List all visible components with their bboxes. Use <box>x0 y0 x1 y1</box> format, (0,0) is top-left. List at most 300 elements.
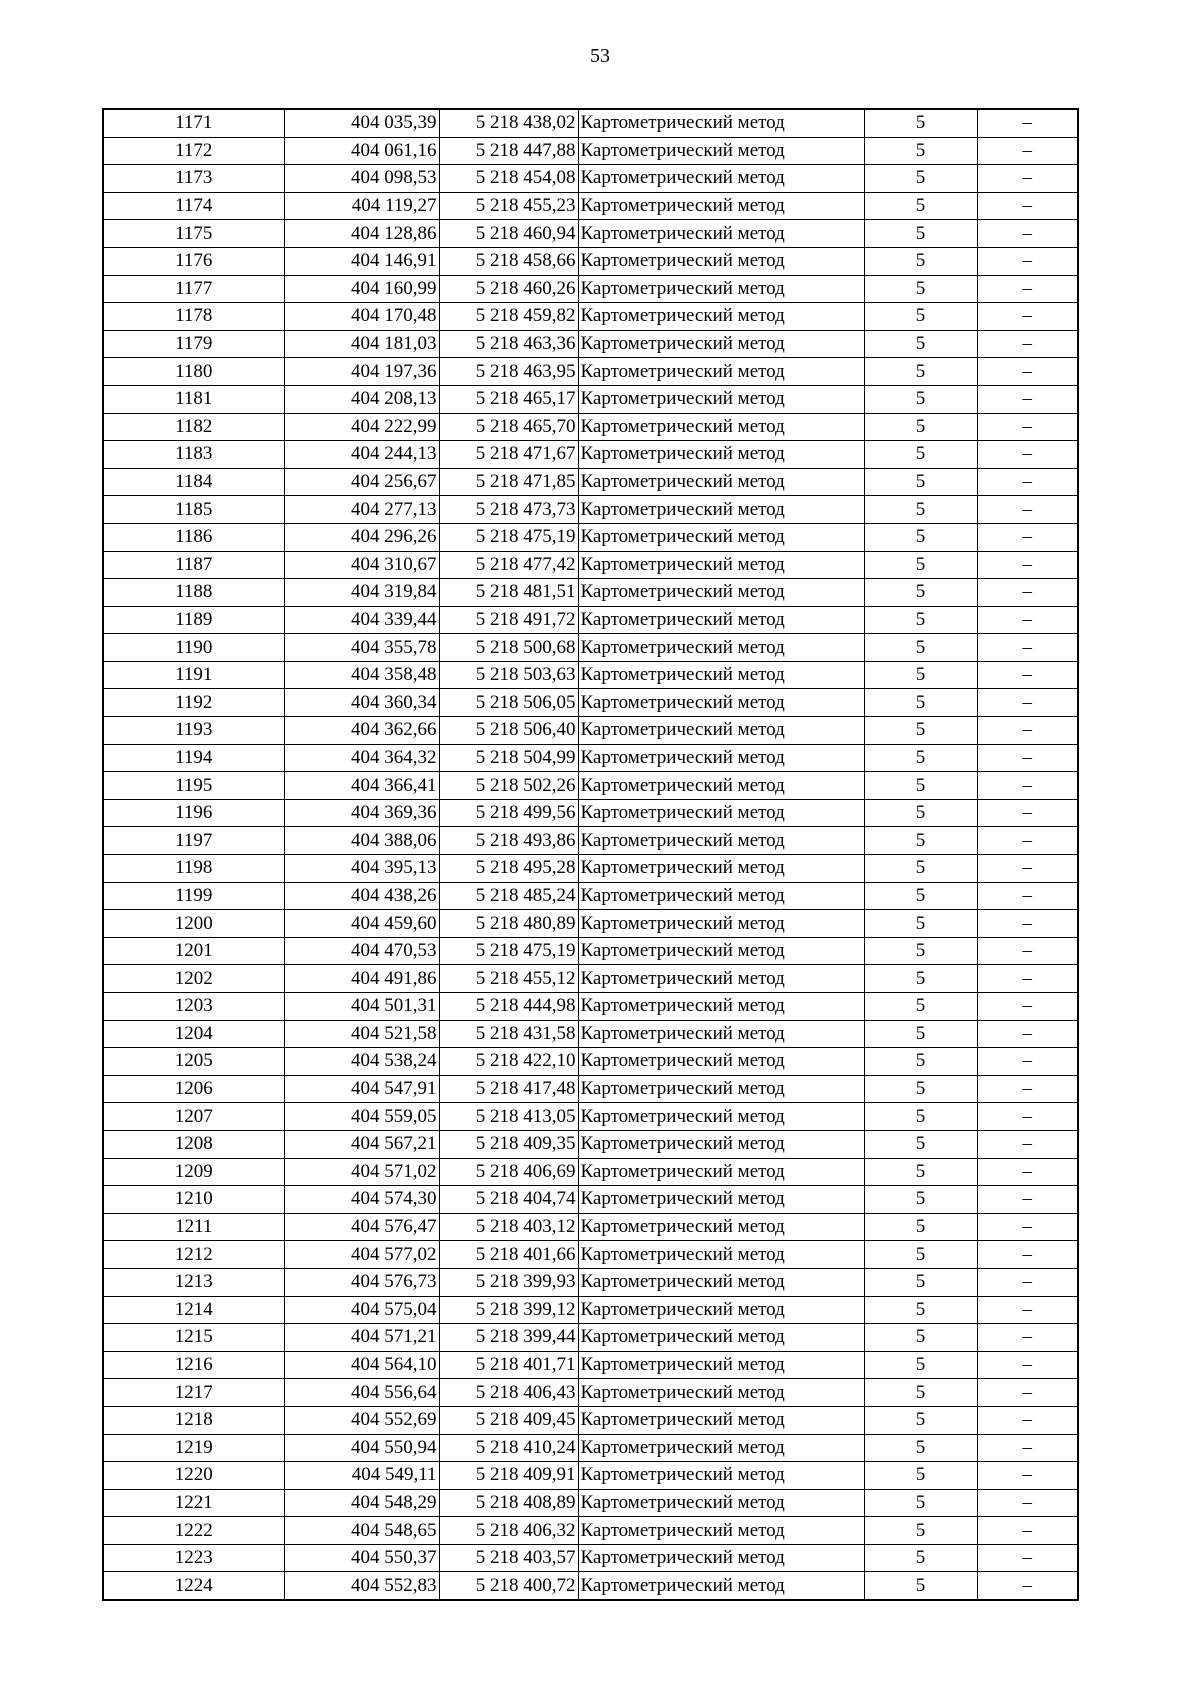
point-number-cell: 1196 <box>103 799 284 827</box>
point-number-cell: 1221 <box>103 1489 284 1517</box>
coordinates-table-body <box>103 109 1078 1600</box>
y-coordinate-cell: 5 218 455,23 <box>439 192 578 220</box>
point-number-cell: 1210 <box>103 1186 284 1214</box>
method-cell: Картометрический метод <box>578 1048 864 1076</box>
precision-cell: 5 <box>864 523 977 551</box>
y-coordinate-cell: 5 218 401,66 <box>439 1241 578 1269</box>
method-cell: Картометрический метод <box>578 717 864 745</box>
table-row <box>103 937 1078 965</box>
description-cell: – <box>977 468 1078 496</box>
precision-cell: 5 <box>864 1489 977 1517</box>
x-coordinate-cell: 404 550,37 <box>284 1544 439 1572</box>
method-cell: Картометрический метод <box>578 772 864 800</box>
x-coordinate-cell: 404 208,13 <box>284 385 439 413</box>
point-number-cell: 1212 <box>103 1241 284 1269</box>
precision-cell: 5 <box>864 634 977 662</box>
y-coordinate-cell: 5 218 406,69 <box>439 1158 578 1186</box>
table-row <box>103 1489 1078 1517</box>
x-coordinate-cell: 404 355,78 <box>284 634 439 662</box>
x-coordinate-cell: 404 170,48 <box>284 303 439 331</box>
x-coordinate-cell: 404 160,99 <box>284 275 439 303</box>
method-cell: Картометрический метод <box>578 579 864 607</box>
y-coordinate-cell: 5 218 413,05 <box>439 1103 578 1131</box>
point-number-cell: 1194 <box>103 744 284 772</box>
x-coordinate-cell: 404 577,02 <box>284 1241 439 1269</box>
point-number-cell: 1195 <box>103 772 284 800</box>
description-cell: – <box>977 1103 1078 1131</box>
table-row <box>103 303 1078 331</box>
y-coordinate-cell: 5 218 506,05 <box>439 689 578 717</box>
description-cell: – <box>977 744 1078 772</box>
table-row <box>103 965 1078 993</box>
precision-cell: 5 <box>864 551 977 579</box>
point-number-cell: 1215 <box>103 1324 284 1352</box>
precision-cell: 5 <box>864 1268 977 1296</box>
point-number-cell: 1197 <box>103 827 284 855</box>
y-coordinate-cell: 5 218 465,70 <box>439 413 578 441</box>
y-coordinate-cell: 5 218 447,88 <box>439 137 578 165</box>
point-number-cell: 1216 <box>103 1351 284 1379</box>
precision-cell: 5 <box>864 192 977 220</box>
table-row <box>103 689 1078 717</box>
y-coordinate-cell: 5 218 410,24 <box>439 1434 578 1462</box>
x-coordinate-cell: 404 549,11 <box>284 1462 439 1490</box>
x-coordinate-cell: 404 181,03 <box>284 330 439 358</box>
description-cell: – <box>977 523 1078 551</box>
point-number-cell: 1201 <box>103 937 284 965</box>
x-coordinate-cell: 404 256,67 <box>284 468 439 496</box>
method-cell: Картометрический метод <box>578 1324 864 1352</box>
point-number-cell: 1202 <box>103 965 284 993</box>
precision-cell: 5 <box>864 1517 977 1545</box>
table-row <box>103 1186 1078 1214</box>
description-cell: – <box>977 275 1078 303</box>
description-cell: – <box>977 1213 1078 1241</box>
y-coordinate-cell: 5 218 409,91 <box>439 1462 578 1490</box>
point-number-cell: 1185 <box>103 496 284 524</box>
precision-cell: 5 <box>864 882 977 910</box>
point-number-cell: 1207 <box>103 1103 284 1131</box>
point-number-cell: 1213 <box>103 1268 284 1296</box>
precision-cell: 5 <box>864 1296 977 1324</box>
precision-cell: 5 <box>864 220 977 248</box>
point-number-cell: 1180 <box>103 358 284 386</box>
table-row <box>103 1379 1078 1407</box>
precision-cell: 5 <box>864 330 977 358</box>
precision-cell: 5 <box>864 744 977 772</box>
x-coordinate-cell: 404 438,26 <box>284 882 439 910</box>
description-cell: – <box>977 965 1078 993</box>
table-row <box>103 1517 1078 1545</box>
description-cell: – <box>977 1048 1078 1076</box>
x-coordinate-cell: 404 388,06 <box>284 827 439 855</box>
table-row <box>103 1462 1078 1490</box>
method-cell: Картометрический метод <box>578 109 864 137</box>
point-number-cell: 1199 <box>103 882 284 910</box>
x-coordinate-cell: 404 576,73 <box>284 1268 439 1296</box>
precision-cell: 5 <box>864 496 977 524</box>
table-row <box>103 799 1078 827</box>
x-coordinate-cell: 404 538,24 <box>284 1048 439 1076</box>
y-coordinate-cell: 5 218 481,51 <box>439 579 578 607</box>
point-number-cell: 1214 <box>103 1296 284 1324</box>
table-row <box>103 441 1078 469</box>
table-row <box>103 385 1078 413</box>
y-coordinate-cell: 5 218 502,26 <box>439 772 578 800</box>
description-cell: – <box>977 1489 1078 1517</box>
description-cell: – <box>977 1406 1078 1434</box>
precision-cell: 5 <box>864 579 977 607</box>
description-cell: – <box>977 606 1078 634</box>
method-cell: Картометрический метод <box>578 1517 864 1545</box>
x-coordinate-cell: 404 548,65 <box>284 1517 439 1545</box>
y-coordinate-cell: 5 218 471,67 <box>439 441 578 469</box>
method-cell: Картометрический метод <box>578 330 864 358</box>
precision-cell: 5 <box>864 1158 977 1186</box>
y-coordinate-cell: 5 218 460,26 <box>439 275 578 303</box>
description-cell: – <box>977 634 1078 662</box>
x-coordinate-cell: 404 574,30 <box>284 1186 439 1214</box>
table-row <box>103 109 1078 137</box>
y-coordinate-cell: 5 218 438,02 <box>439 109 578 137</box>
page-number: 53 <box>590 45 610 67</box>
x-coordinate-cell: 404 061,16 <box>284 137 439 165</box>
point-number-cell: 1211 <box>103 1213 284 1241</box>
y-coordinate-cell: 5 218 409,45 <box>439 1406 578 1434</box>
y-coordinate-cell: 5 218 485,24 <box>439 882 578 910</box>
method-cell: Картометрический метод <box>578 275 864 303</box>
table-row <box>103 358 1078 386</box>
description-cell: – <box>977 496 1078 524</box>
precision-cell: 5 <box>864 1351 977 1379</box>
coordinates-table <box>102 108 1079 1601</box>
method-cell: Картометрический метод <box>578 606 864 634</box>
description-cell: – <box>977 303 1078 331</box>
description-cell: – <box>977 1462 1078 1490</box>
y-coordinate-cell: 5 218 471,85 <box>439 468 578 496</box>
table-row <box>103 634 1078 662</box>
x-coordinate-cell: 404 571,02 <box>284 1158 439 1186</box>
y-coordinate-cell: 5 218 459,82 <box>439 303 578 331</box>
method-cell: Картометрический метод <box>578 192 864 220</box>
x-coordinate-cell: 404 244,13 <box>284 441 439 469</box>
x-coordinate-cell: 404 567,21 <box>284 1130 439 1158</box>
y-coordinate-cell: 5 218 444,98 <box>439 993 578 1021</box>
table-row <box>103 137 1078 165</box>
x-coordinate-cell: 404 564,10 <box>284 1351 439 1379</box>
precision-cell: 5 <box>864 385 977 413</box>
table-row <box>103 772 1078 800</box>
method-cell: Картометрический метод <box>578 1462 864 1490</box>
point-number-cell: 1182 <box>103 413 284 441</box>
method-cell: Картометрический метод <box>578 965 864 993</box>
table-row <box>103 192 1078 220</box>
description-cell: – <box>977 551 1078 579</box>
table-row <box>103 1351 1078 1379</box>
point-number-cell: 1188 <box>103 579 284 607</box>
precision-cell: 5 <box>864 1379 977 1407</box>
method-cell: Картометрический метод <box>578 1186 864 1214</box>
point-number-cell: 1181 <box>103 385 284 413</box>
method-cell: Картометрический метод <box>578 303 864 331</box>
table-row <box>103 1048 1078 1076</box>
x-coordinate-cell: 404 222,99 <box>284 413 439 441</box>
point-number-cell: 1187 <box>103 551 284 579</box>
description-cell: – <box>977 937 1078 965</box>
y-coordinate-cell: 5 218 455,12 <box>439 965 578 993</box>
precision-cell: 5 <box>864 1462 977 1490</box>
description-cell: – <box>977 1544 1078 1572</box>
point-number-cell: 1171 <box>103 109 284 137</box>
table-row <box>103 413 1078 441</box>
y-coordinate-cell: 5 218 458,66 <box>439 247 578 275</box>
precision-cell: 5 <box>864 165 977 193</box>
table-row <box>103 1268 1078 1296</box>
point-number-cell: 1198 <box>103 855 284 883</box>
point-number-cell: 1192 <box>103 689 284 717</box>
method-cell: Картометрический метод <box>578 661 864 689</box>
table-row <box>103 1020 1078 1048</box>
description-cell: – <box>977 1158 1078 1186</box>
table-row <box>103 1572 1078 1600</box>
description-cell: – <box>977 661 1078 689</box>
table-row <box>103 882 1078 910</box>
point-number-cell: 1183 <box>103 441 284 469</box>
x-coordinate-cell: 404 098,53 <box>284 165 439 193</box>
point-number-cell: 1219 <box>103 1434 284 1462</box>
x-coordinate-cell: 404 277,13 <box>284 496 439 524</box>
table-row <box>103 275 1078 303</box>
table-row <box>103 744 1078 772</box>
precision-cell: 5 <box>864 137 977 165</box>
point-number-cell: 1175 <box>103 220 284 248</box>
y-coordinate-cell: 5 218 495,28 <box>439 855 578 883</box>
x-coordinate-cell: 404 395,13 <box>284 855 439 883</box>
y-coordinate-cell: 5 218 422,10 <box>439 1048 578 1076</box>
method-cell: Картометрический метод <box>578 1158 864 1186</box>
method-cell: Картометрический метод <box>578 855 864 883</box>
x-coordinate-cell: 404 547,91 <box>284 1075 439 1103</box>
point-number-cell: 1222 <box>103 1517 284 1545</box>
precision-cell: 5 <box>864 1434 977 1462</box>
y-coordinate-cell: 5 218 463,95 <box>439 358 578 386</box>
method-cell: Картометрический метод <box>578 1103 864 1131</box>
precision-cell: 5 <box>864 1544 977 1572</box>
point-number-cell: 1176 <box>103 247 284 275</box>
y-coordinate-cell: 5 218 454,08 <box>439 165 578 193</box>
method-cell: Картометрический метод <box>578 1213 864 1241</box>
method-cell: Картометрический метод <box>578 799 864 827</box>
precision-cell: 5 <box>864 855 977 883</box>
description-cell: – <box>977 1075 1078 1103</box>
point-number-cell: 1179 <box>103 330 284 358</box>
description-cell: – <box>977 1517 1078 1545</box>
precision-cell: 5 <box>864 1020 977 1048</box>
point-number-cell: 1220 <box>103 1462 284 1490</box>
table-row <box>103 1103 1078 1131</box>
table-row <box>103 717 1078 745</box>
y-coordinate-cell: 5 218 473,73 <box>439 496 578 524</box>
point-number-cell: 1209 <box>103 1158 284 1186</box>
y-coordinate-cell: 5 218 417,48 <box>439 1075 578 1103</box>
precision-cell: 5 <box>864 1406 977 1434</box>
precision-cell: 5 <box>864 1324 977 1352</box>
description-cell: – <box>977 137 1078 165</box>
method-cell: Картометрический метод <box>578 910 864 938</box>
y-coordinate-cell: 5 218 465,17 <box>439 385 578 413</box>
point-number-cell: 1206 <box>103 1075 284 1103</box>
x-coordinate-cell: 404 366,41 <box>284 772 439 800</box>
precision-cell: 5 <box>864 799 977 827</box>
y-coordinate-cell: 5 218 406,43 <box>439 1379 578 1407</box>
description-cell: – <box>977 247 1078 275</box>
method-cell: Картометрический метод <box>578 744 864 772</box>
table-row <box>103 993 1078 1021</box>
x-coordinate-cell: 404 470,53 <box>284 937 439 965</box>
precision-cell: 5 <box>864 1048 977 1076</box>
precision-cell: 5 <box>864 1075 977 1103</box>
description-cell: – <box>977 1241 1078 1269</box>
x-coordinate-cell: 404 035,39 <box>284 109 439 137</box>
precision-cell: 5 <box>864 1213 977 1241</box>
description-cell: – <box>977 1186 1078 1214</box>
x-coordinate-cell: 404 358,48 <box>284 661 439 689</box>
x-coordinate-cell: 404 360,34 <box>284 689 439 717</box>
table-row <box>103 496 1078 524</box>
x-coordinate-cell: 404 362,66 <box>284 717 439 745</box>
method-cell: Картометрический метод <box>578 1075 864 1103</box>
table-row <box>103 1296 1078 1324</box>
point-number-cell: 1193 <box>103 717 284 745</box>
y-coordinate-cell: 5 218 477,42 <box>439 551 578 579</box>
description-cell: – <box>977 1379 1078 1407</box>
x-coordinate-cell: 404 369,36 <box>284 799 439 827</box>
y-coordinate-cell: 5 218 409,35 <box>439 1130 578 1158</box>
description-cell: – <box>977 385 1078 413</box>
table-row <box>103 1241 1078 1269</box>
point-number-cell: 1223 <box>103 1544 284 1572</box>
table-row <box>103 220 1078 248</box>
method-cell: Картометрический метод <box>578 523 864 551</box>
y-coordinate-cell: 5 218 399,93 <box>439 1268 578 1296</box>
description-cell: – <box>977 441 1078 469</box>
table-row <box>103 910 1078 938</box>
point-number-cell: 1186 <box>103 523 284 551</box>
description-cell: – <box>977 882 1078 910</box>
precision-cell: 5 <box>864 1103 977 1131</box>
point-number-cell: 1174 <box>103 192 284 220</box>
y-coordinate-cell: 5 218 431,58 <box>439 1020 578 1048</box>
description-cell: – <box>977 220 1078 248</box>
x-coordinate-cell: 404 559,05 <box>284 1103 439 1131</box>
method-cell: Картометрический метод <box>578 1130 864 1158</box>
method-cell: Картометрический метод <box>578 1434 864 1462</box>
description-cell: – <box>977 413 1078 441</box>
method-cell: Картометрический метод <box>578 1241 864 1269</box>
table-row <box>103 827 1078 855</box>
table-row <box>103 1324 1078 1352</box>
y-coordinate-cell: 5 218 399,12 <box>439 1296 578 1324</box>
table-row <box>103 468 1078 496</box>
method-cell: Картометрический метод <box>578 220 864 248</box>
point-number-cell: 1203 <box>103 993 284 1021</box>
description-cell: – <box>977 717 1078 745</box>
point-number-cell: 1218 <box>103 1406 284 1434</box>
method-cell: Картометрический метод <box>578 1379 864 1407</box>
y-coordinate-cell: 5 218 403,12 <box>439 1213 578 1241</box>
x-coordinate-cell: 404 501,31 <box>284 993 439 1021</box>
x-coordinate-cell: 404 459,60 <box>284 910 439 938</box>
y-coordinate-cell: 5 218 491,72 <box>439 606 578 634</box>
y-coordinate-cell: 5 218 401,71 <box>439 1351 578 1379</box>
precision-cell: 5 <box>864 109 977 137</box>
precision-cell: 5 <box>864 247 977 275</box>
x-coordinate-cell: 404 128,86 <box>284 220 439 248</box>
y-coordinate-cell: 5 218 500,68 <box>439 634 578 662</box>
method-cell: Картометрический метод <box>578 1351 864 1379</box>
table-row <box>103 855 1078 883</box>
precision-cell: 5 <box>864 1186 977 1214</box>
method-cell: Картометрический метод <box>578 937 864 965</box>
description-cell: – <box>977 1130 1078 1158</box>
x-coordinate-cell: 404 576,47 <box>284 1213 439 1241</box>
description-cell: – <box>977 772 1078 800</box>
method-cell: Картометрический метод <box>578 551 864 579</box>
point-number-cell: 1217 <box>103 1379 284 1407</box>
y-coordinate-cell: 5 218 475,19 <box>439 523 578 551</box>
method-cell: Картометрический метод <box>578 441 864 469</box>
x-coordinate-cell: 404 521,58 <box>284 1020 439 1048</box>
y-coordinate-cell: 5 218 475,19 <box>439 937 578 965</box>
description-cell: – <box>977 799 1078 827</box>
description-cell: – <box>977 1296 1078 1324</box>
description-cell: – <box>977 1434 1078 1462</box>
description-cell: – <box>977 109 1078 137</box>
precision-cell: 5 <box>864 1572 977 1600</box>
table-row <box>103 661 1078 689</box>
method-cell: Картометрический метод <box>578 1406 864 1434</box>
table-row <box>103 330 1078 358</box>
x-coordinate-cell: 404 119,27 <box>284 192 439 220</box>
description-cell: – <box>977 1324 1078 1352</box>
table-row <box>103 523 1078 551</box>
y-coordinate-cell: 5 218 504,99 <box>439 744 578 772</box>
method-cell: Картометрический метод <box>578 1544 864 1572</box>
precision-cell: 5 <box>864 689 977 717</box>
y-coordinate-cell: 5 218 406,32 <box>439 1517 578 1545</box>
description-cell: – <box>977 993 1078 1021</box>
precision-cell: 5 <box>864 606 977 634</box>
x-coordinate-cell: 404 552,83 <box>284 1572 439 1600</box>
description-cell: – <box>977 192 1078 220</box>
table-row <box>103 1213 1078 1241</box>
y-coordinate-cell: 5 218 480,89 <box>439 910 578 938</box>
description-cell: – <box>977 855 1078 883</box>
description-cell: – <box>977 1351 1078 1379</box>
method-cell: Картометрический метод <box>578 882 864 910</box>
table-row <box>103 606 1078 634</box>
y-coordinate-cell: 5 218 493,86 <box>439 827 578 855</box>
x-coordinate-cell: 404 296,26 <box>284 523 439 551</box>
x-coordinate-cell: 404 550,94 <box>284 1434 439 1462</box>
description-cell: – <box>977 689 1078 717</box>
point-number-cell: 1178 <box>103 303 284 331</box>
y-coordinate-cell: 5 218 463,36 <box>439 330 578 358</box>
description-cell: – <box>977 165 1078 193</box>
point-number-cell: 1204 <box>103 1020 284 1048</box>
y-coordinate-cell: 5 218 404,74 <box>439 1186 578 1214</box>
method-cell: Картометрический метод <box>578 137 864 165</box>
